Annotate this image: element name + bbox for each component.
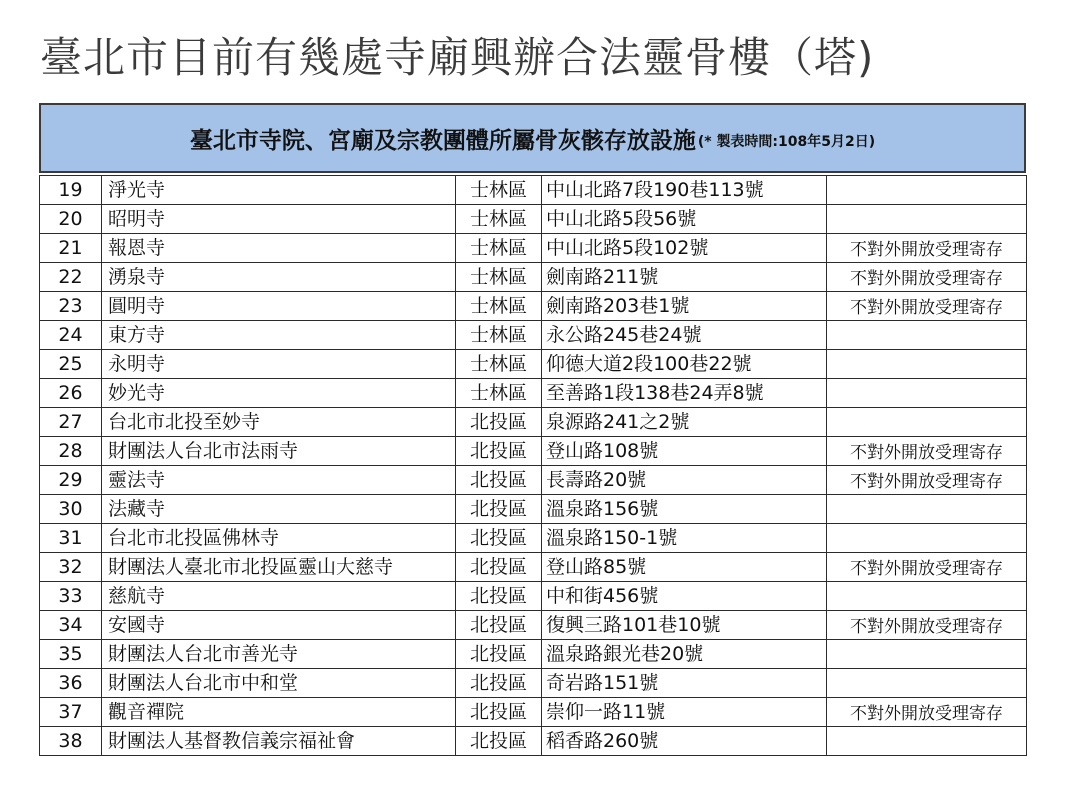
note-cell [827,495,1027,524]
table-body [40,176,1027,756]
address-cell: 中山北路5段56號 [542,205,827,234]
district-cell: 北投區 [456,698,542,727]
address-cell: 溫泉路156號 [542,495,827,524]
row-number-cell: 30 [40,495,102,524]
row-number-cell: 38 [40,727,102,756]
row-number-cell: 29 [40,466,102,495]
address-cell: 劍南路203巷1號 [542,292,827,321]
note-cell [827,640,1027,669]
note-cell: 不對外開放受理寄存 [827,234,1027,263]
row-number-cell: 28 [40,437,102,466]
facility-name-cell: 財團法人基督教信義宗福祉會 [102,727,456,756]
note-cell [827,524,1027,553]
facility-name-cell: 安國寺 [102,611,456,640]
district-cell: 士林區 [456,350,542,379]
facility-name-cell: 靈法寺 [102,466,456,495]
table-row [40,524,1027,553]
row-number-cell: 36 [40,669,102,698]
table-header-title: 臺北市寺院、宮廟及宗教團體所屬骨灰骸存放設施 [189,127,696,154]
facility-name-cell: 財團法人台北市法雨寺 [102,437,456,466]
row-number-cell: 20 [40,205,102,234]
address-cell: 中和街456號 [542,582,827,611]
district-cell: 北投區 [456,727,542,756]
note-cell [827,582,1027,611]
facility-name-cell: 永明寺 [102,350,456,379]
note-cell: 不對外開放受理寄存 [827,553,1027,582]
row-number-cell: 35 [40,640,102,669]
address-cell: 長壽路20號 [542,466,827,495]
facility-name-cell: 法藏寺 [102,495,456,524]
address-cell: 登山路108號 [542,437,827,466]
address-cell: 登山路85號 [542,553,827,582]
table-row [40,408,1027,437]
district-cell: 士林區 [456,379,542,408]
facility-name-cell: 慈航寺 [102,582,456,611]
district-cell: 北投區 [456,582,542,611]
table-row [40,495,1027,524]
facilities-table [39,175,1027,756]
table-row [40,640,1027,669]
address-cell: 仰德大道2段100巷22號 [542,350,827,379]
table-row [40,176,1027,205]
district-cell: 士林區 [456,321,542,350]
page-title: 臺北市目前有幾處寺廟興辦合法靈骨樓（塔) [40,33,875,82]
address-cell: 奇岩路151號 [542,669,827,698]
note-cell: 不對外開放受理寄存 [827,437,1027,466]
table-row [40,698,1027,727]
row-number-cell: 31 [40,524,102,553]
note-cell: 不對外開放受理寄存 [827,611,1027,640]
table-row [40,205,1027,234]
district-cell: 北投區 [456,495,542,524]
note-cell [827,176,1027,205]
table-row [40,292,1027,321]
facility-name-cell: 東方寺 [102,321,456,350]
district-cell: 士林區 [456,234,542,263]
district-cell: 士林區 [456,292,542,321]
district-cell: 北投區 [456,640,542,669]
row-number-cell: 25 [40,350,102,379]
district-cell: 北投區 [456,466,542,495]
note-cell [827,727,1027,756]
row-number-cell: 32 [40,553,102,582]
table-row [40,379,1027,408]
row-number-cell: 22 [40,263,102,292]
address-cell: 中山北路7段190巷113號 [542,176,827,205]
table-header [39,103,1026,173]
address-cell: 崇仰一路11號 [542,698,827,727]
table-row [40,582,1027,611]
facility-name-cell: 圓明寺 [102,292,456,321]
note-cell [827,350,1027,379]
note-cell: 不對外開放受理寄存 [827,263,1027,292]
row-number-cell: 19 [40,176,102,205]
district-cell: 北投區 [456,524,542,553]
facility-name-cell: 財團法人台北市善光寺 [102,640,456,669]
table-row [40,611,1027,640]
row-number-cell: 23 [40,292,102,321]
address-cell: 至善路1段138巷24弄8號 [542,379,827,408]
facility-name-cell: 財團法人臺北市北投區靈山大慈寺 [102,553,456,582]
table-row [40,263,1027,292]
table-row [40,350,1027,379]
district-cell: 北投區 [456,611,542,640]
note-cell [827,321,1027,350]
row-number-cell: 21 [40,234,102,263]
facility-name-cell: 台北市北投至妙寺 [102,408,456,437]
district-cell: 士林區 [456,205,542,234]
facility-name-cell: 觀音禪院 [102,698,456,727]
table-header-note: (* 製表時間:108年5月2日) [697,134,876,150]
district-cell: 北投區 [456,553,542,582]
facility-name-cell: 淨光寺 [102,176,456,205]
row-number-cell: 34 [40,611,102,640]
district-cell: 士林區 [456,263,542,292]
note-cell [827,379,1027,408]
table-row [40,553,1027,582]
facility-name-cell: 妙光寺 [102,379,456,408]
row-number-cell: 24 [40,321,102,350]
row-number-cell: 33 [40,582,102,611]
row-number-cell: 26 [40,379,102,408]
facility-name-cell: 昭明寺 [102,205,456,234]
table-row [40,727,1027,756]
note-cell: 不對外開放受理寄存 [827,466,1027,495]
note-cell [827,205,1027,234]
facility-name-cell: 台北市北投區佛林寺 [102,524,456,553]
row-number-cell: 27 [40,408,102,437]
address-cell: 溫泉路150-1號 [542,524,827,553]
address-cell: 泉源路241之2號 [542,408,827,437]
district-cell: 北投區 [456,669,542,698]
address-cell: 溫泉路銀光巷20號 [542,640,827,669]
address-cell: 復興三路101巷10號 [542,611,827,640]
note-cell [827,408,1027,437]
note-cell: 不對外開放受理寄存 [827,698,1027,727]
district-cell: 士林區 [456,176,542,205]
table-row [40,321,1027,350]
address-cell: 中山北路5段102號 [542,234,827,263]
row-number-cell: 37 [40,698,102,727]
address-cell: 稻香路260號 [542,727,827,756]
facility-name-cell: 湧泉寺 [102,263,456,292]
table-row [40,234,1027,263]
facility-name-cell: 報恩寺 [102,234,456,263]
facility-name-cell: 財團法人台北市中和堂 [102,669,456,698]
address-cell: 劍南路211號 [542,263,827,292]
note-cell: 不對外開放受理寄存 [827,292,1027,321]
table-row [40,466,1027,495]
address-cell: 永公路245巷24號 [542,321,827,350]
district-cell: 北投區 [456,437,542,466]
table-row [40,669,1027,698]
table-row [40,437,1027,466]
note-cell [827,669,1027,698]
district-cell: 北投區 [456,408,542,437]
